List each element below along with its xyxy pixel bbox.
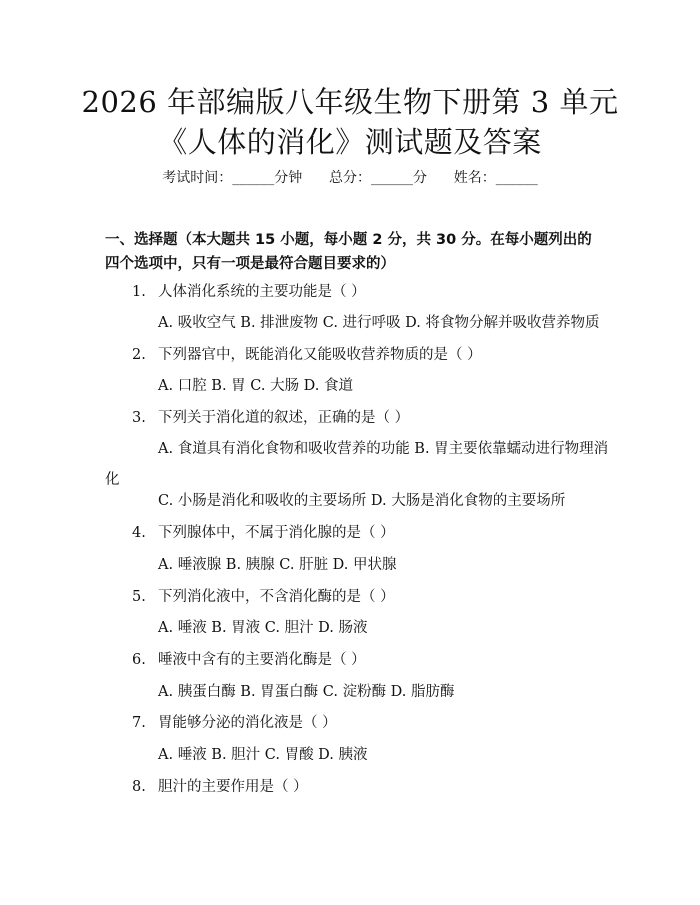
question-2-options: A. 口腔 B. 胃 C. 大肠 D. 食道	[158, 378, 354, 394]
question-7	[132, 713, 337, 733]
exam-info-line: 考试时间：______分钟 总分：______分 姓名：______	[162, 170, 538, 186]
question-text: 下列关于消化道的叙述，正确的是（ ）	[158, 410, 410, 426]
question-8	[132, 777, 308, 797]
question-1	[132, 282, 366, 302]
question-text: 唾液中含有的主要消化酶是（ ）	[158, 652, 366, 668]
question-2	[132, 345, 482, 365]
question-3	[132, 408, 409, 428]
question-text: 下列器官中，既能消化又能吸收营养物质的是（ ）	[158, 347, 482, 363]
question-3-options-line1: A. 食道具有消化食物和吸收营养的功能 B. 胃主要依靠蠕动进行物理消化	[105, 441, 609, 488]
question-4	[132, 523, 395, 543]
question-1-options: A. 吸收空气 B. 排泄废物 C. 进行呼吸 D. 将食物分解并吸收营养物质	[158, 315, 600, 331]
question-3-options-line2: C. 小肠是消化和吸收的主要场所 D. 大肠是消化食物的主要场所	[158, 493, 566, 509]
question-5	[132, 587, 395, 607]
question-text: 胆汁的主要作用是（ ）	[158, 779, 308, 795]
question-7-options: A. 唾液 B. 胆汁 C. 胃酸 D. 胰液	[158, 747, 368, 763]
question-text: 胃能够分泌的消化液是（ ）	[158, 715, 337, 731]
section-heading-multiple-choice: 一、选择题（本大题共 15 小题，每小题 2 分，共 30 分。在每小题列出的四个选项中，只有一项是最符合题目要求的）	[105, 232, 592, 272]
question-number: 3.	[132, 410, 146, 426]
question-6-options: A. 胰蛋白酶 B. 胃蛋白酶 C. 淀粉酶 D. 脂肪酶	[158, 684, 455, 700]
question-number: 8.	[132, 779, 146, 795]
question-number: 5.	[132, 589, 146, 605]
question-6	[132, 650, 366, 670]
document-title: 2026 年部编版八年级生物下册第 3 单元《人体的消化》测试题及答案	[81, 85, 619, 159]
question-text: 人体消化系统的主要功能是（ ）	[158, 284, 366, 300]
question-number: 4.	[132, 525, 146, 541]
question-text: 下列腺体中，不属于消化腺的是（ ）	[158, 525, 395, 541]
question-number: 1.	[132, 284, 146, 300]
question-number: 6.	[132, 652, 146, 668]
question-number: 7.	[132, 715, 146, 731]
question-number: 2.	[132, 347, 146, 363]
question-text: 下列消化液中，不含消化酶的是（ ）	[158, 589, 395, 605]
question-4-options: A. 唾液腺 B. 胰腺 C. 肝脏 D. 甲状腺	[158, 557, 397, 573]
question-5-options: A. 唾液 B. 胃液 C. 胆汁 D. 肠液	[158, 620, 368, 636]
